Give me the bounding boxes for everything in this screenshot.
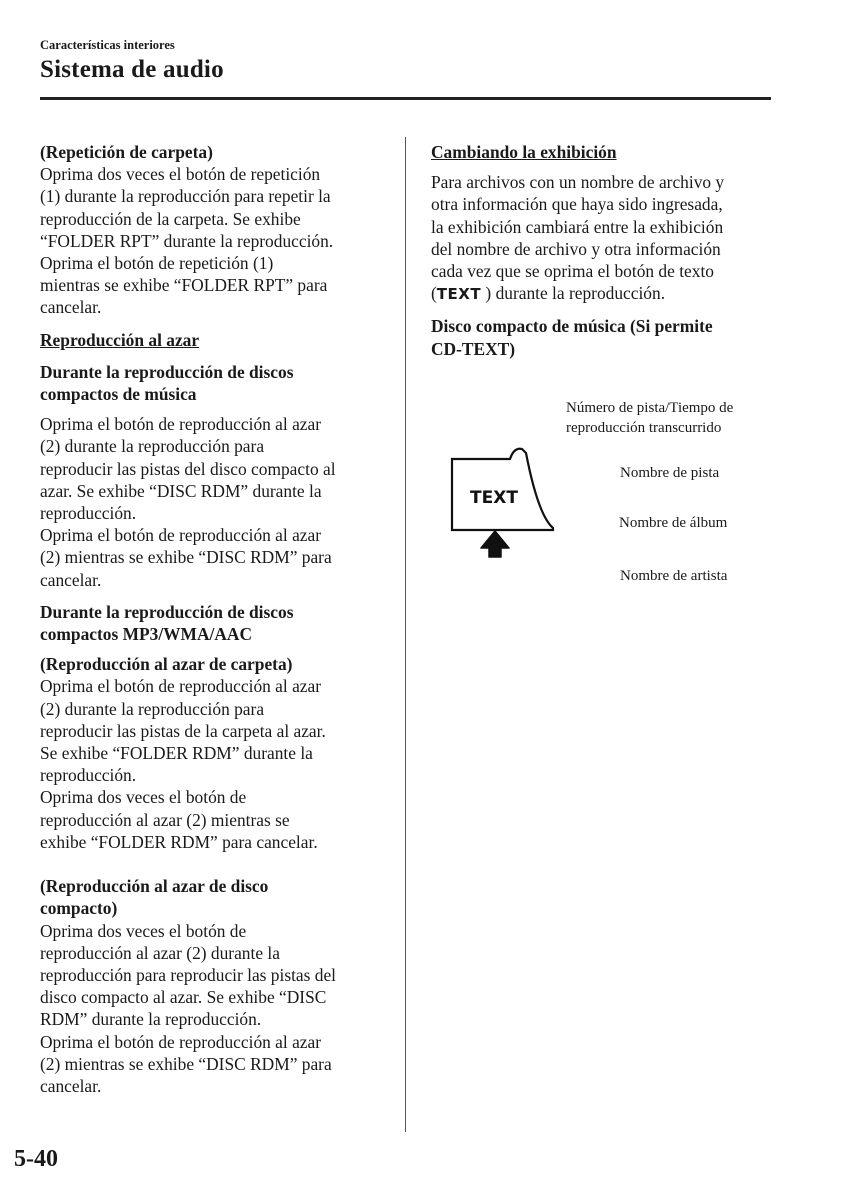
body-line: del nombre de archivo y otra información <box>431 238 721 259</box>
heading-line: compacto) <box>40 898 118 919</box>
change-display-heading: Cambiando la exhibición <box>431 142 617 162</box>
right-column <box>431 141 776 360</box>
heading-line: Durante la reproducción de discos <box>40 361 294 382</box>
text-button-inline: TEXT <box>436 285 482 304</box>
label-line: Número de pista/Tiempo de <box>566 400 734 416</box>
folder-random-heading: (Reproducción al azar de carpeta) <box>40 654 293 675</box>
heading-line: compactos de música <box>40 384 197 405</box>
body-line: Oprima el botón de reproducción al azar <box>40 676 322 697</box>
change-display-body <box>431 171 776 305</box>
body-line: “FOLDER RPT” durante la reproducción. <box>40 230 334 251</box>
disc-random-body <box>40 920 390 1098</box>
body-line: (2) durante la reproducción para <box>40 436 265 457</box>
heading-line: (Reproducción al azar de disco <box>40 876 269 897</box>
left-column <box>40 141 390 1097</box>
page-number: 5-40 <box>14 1146 58 1172</box>
body-line: (1) durante la reproducción para repetir la <box>40 186 331 207</box>
body-line: Oprima dos veces el botón de <box>40 920 247 941</box>
text-button-icon <box>440 445 560 615</box>
body-line: Oprima el botón de reproducción al azar <box>40 525 322 546</box>
heading-line: compactos MP3/WMA/AAC <box>40 624 253 645</box>
random-heading: Reproducción al azar <box>40 329 200 350</box>
body-line: reproducir las pistas de la carpeta al azar. <box>40 720 326 741</box>
body-line: cancelar. <box>40 1075 102 1096</box>
folder-random-body <box>40 675 390 853</box>
cd-text-heading <box>431 315 776 359</box>
label-line: reproducción transcurrido <box>566 420 722 436</box>
label-track-time <box>566 398 733 438</box>
button-label: TEXT <box>470 488 518 508</box>
body-line: Para archivos con un nombre de archivo y <box>431 172 725 193</box>
page-title: Sistema de audio <box>40 56 224 83</box>
body-line: Se exhibe “FOLDER RDM” durante la <box>40 743 313 764</box>
body-line: cancelar. <box>40 297 102 318</box>
body-line: cada vez que se oprima el botón de texto <box>431 261 714 282</box>
body-line: Oprima el botón de repetición (1) <box>40 253 274 274</box>
heading-line: Disco compacto de música (Si permite <box>431 316 713 337</box>
body-line: disco compacto al azar. Se exhibe “DISC <box>40 987 327 1008</box>
body-line: Oprima dos veces el botón de repetición <box>40 164 321 185</box>
body-line: RDM” durante la reproducción. <box>40 1009 262 1030</box>
heading-line: Durante la reproducción de discos <box>40 601 294 622</box>
text-button-diagram <box>440 395 800 595</box>
title-rule <box>40 97 771 100</box>
body-line: la exhibición cambiará entre la exhibición <box>431 216 724 237</box>
arrow-up-icon <box>481 531 509 557</box>
body-line: azar. Se exhibe “DISC RDM” durante la <box>40 480 322 501</box>
body-line: mientras se exhibe “FOLDER RPT” para <box>40 275 328 296</box>
body-line: reproducción al azar (2) mientras se <box>40 809 290 830</box>
folder-repeat-heading: (Repetición de carpeta) <box>40 142 213 162</box>
body-line: reproducción para reproducir las pistas del <box>40 964 337 985</box>
body-line: reproducción de la carpeta. Se exhibe <box>40 208 301 229</box>
disc-random-heading <box>40 875 390 919</box>
body-line: (2) mientras se exhibe “DISC RDM” para <box>40 547 332 568</box>
body-line: reproducción. <box>40 503 137 524</box>
body-line: reproducir las pistas del disco compacto al <box>40 458 336 479</box>
body-line <box>431 282 776 305</box>
paren-open: ( <box>431 283 437 304</box>
music-cd-heading <box>40 361 390 405</box>
column-divider <box>405 137 406 1132</box>
body-line: (2) mientras se exhibe “DISC RDM” para <box>40 1053 332 1074</box>
body-line: cancelar. <box>40 569 102 590</box>
folder-repeat-body <box>40 163 390 318</box>
paren-close-text: ) durante la reproducción. <box>481 283 666 304</box>
body-line: Oprima el botón de reproducción al azar <box>40 1031 322 1052</box>
music-cd-body <box>40 413 390 591</box>
body-line: Oprima dos veces el botón de <box>40 787 247 808</box>
body-line: otra información que haya sido ingresada, <box>431 194 723 215</box>
label-album-name: Nombre de álbum <box>619 515 728 531</box>
mp3-heading <box>40 601 390 645</box>
body-line: Oprima el botón de reproducción al azar <box>40 414 322 435</box>
section-label: Características interiores <box>40 38 175 52</box>
label-track-name: Nombre de pista <box>620 465 720 481</box>
heading-line: CD-TEXT) <box>431 338 516 359</box>
body-line: reproducción. <box>40 765 137 786</box>
body-line: exhibe “FOLDER RDM” para cancelar. <box>40 831 318 852</box>
body-line: reproducción al azar (2) durante la <box>40 942 280 963</box>
body-line: (2) durante la reproducción para <box>40 698 265 719</box>
label-artist-name: Nombre de artista <box>620 568 728 584</box>
